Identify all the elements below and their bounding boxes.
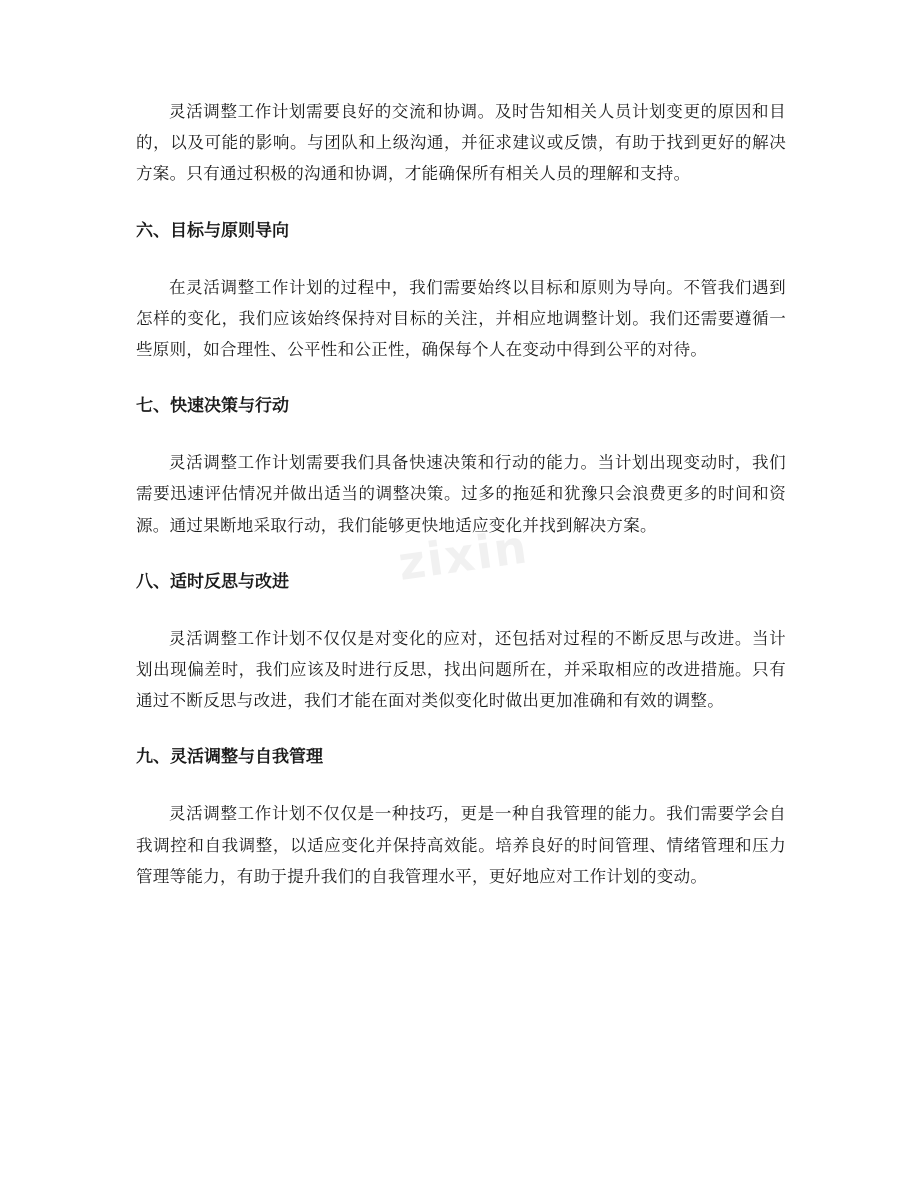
section-heading-9: 九、灵活调整与自我管理 (136, 747, 323, 768)
paragraph-section-8: 灵活调整工作计划不仅仅是对变化的应对，还包括对过程的不断反思与改进。当计划出现偏差时，我们应该及时进行反思，找出问题所在，并采取相应的改进措施。只有通过不断反思与改进，我们才能在面对类似变化时做出更加准确和有效的调整。 (136, 628, 786, 711)
paragraph-intro: 灵活调整工作计划需要良好的交流和协调。及时告知相关人员计划变更的原因和目的，以及可能的影响。与团队和上级沟通，并征求建议或反馈，有助于找到更好的解决方案。只有通过积极的沟通和协调，才能确保所有相关人员的理解和支持。 (136, 102, 786, 184)
watermark: zixin (394, 519, 532, 591)
section-heading-7: 七、快速决策与行动 (136, 396, 289, 417)
section-heading-8: 八、适时反思与改进 (136, 571, 289, 592)
document-body (136, 96, 786, 892)
paragraph-section-7: 灵活调整工作计划需要我们具备快速决策和行动的能力。当计划出现变动时，我们需要迅速评估情况并做出适当的调整决策。过多的拖延和犹豫只会浪费更多的时间和资源。通过果断地采取行动，我们能够更快地适应变化并找到解决方案。 (136, 453, 786, 535)
section-heading-6: 六、目标与原则导向 (136, 220, 289, 241)
paragraph-section-9: 灵活调整工作计划不仅仅是一种技巧，更是一种自我管理的能力。我们需要学会自我调控和自我调整，以适应变化并保持高效能。培养良好的时间管理、情绪管理和压力管理等能力，有助于提升我们的自我管理水平，更好地应对工作计划的变动。 (136, 804, 786, 886)
paragraph-section-6: 在灵活调整工作计划的过程中，我们需要始终以目标和原则为导向。不管我们遇到怎样的变化，我们应该始终保持对目标的关注，并相应地调整计划。我们还需要遵循一些原则，如合理性、公平性和公正性，确保每个人在变动中得到公平的对待。 (136, 277, 786, 360)
